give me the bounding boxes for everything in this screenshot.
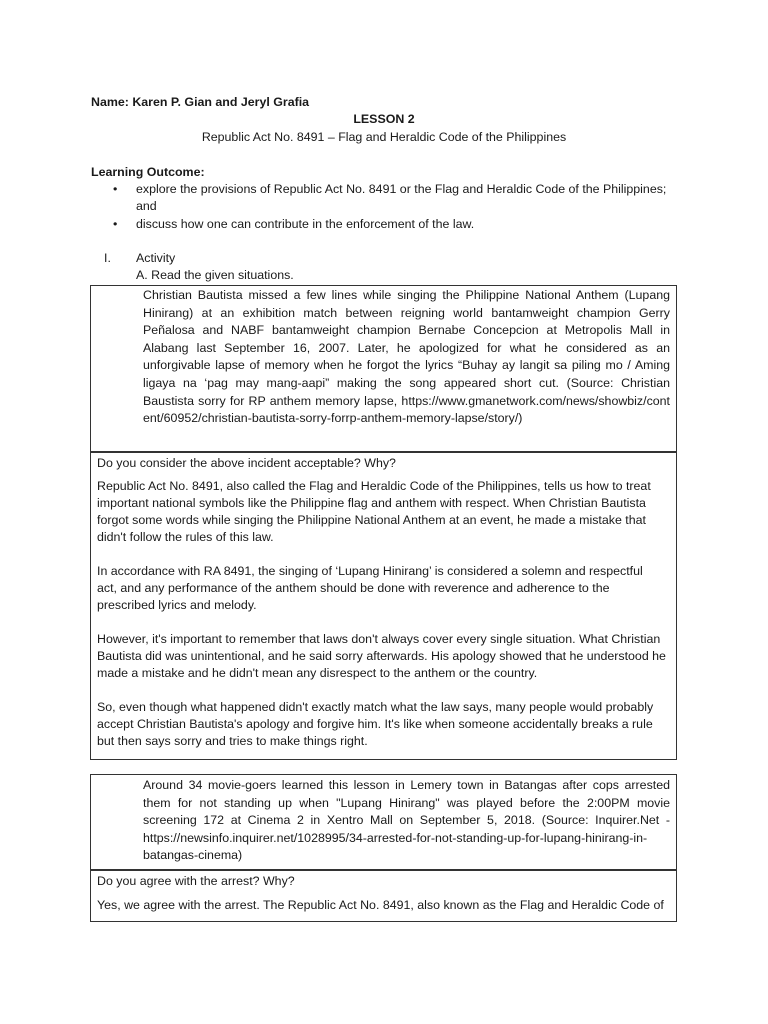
situation-2-text: Around 34 movie-goers learned this lesson in Lemery town in Batangas after cops arrested them for not standing up when "Lupang Hinirang" was played before the 2:00PM movie screening 172 at Cinema 2 in Xentro Mall on September 5, 2018. (Source: Inquirer.Net - https://newsinfo.inquirer.net/1028995/34-arrested-for-not-standing-up-for-lupang-hinirang-in-batangas-cinema): [143, 778, 670, 863]
answer-paragraph: So, even though what happened didn't exactly match what the law says, many people would probably accept Christian Bautista's apology and forgive him. It's like when someone accidentally breaks a rule but then says sorry and tries to make things right.: [97, 700, 654, 748]
student-names: Name: Karen P. Gian and Jeryl Grafia: [91, 95, 310, 109]
situation-2-box: [90, 774, 677, 870]
answer-paragraph: In accordance with RA 8491, the singing of ‘Lupang Hinirang’ is considered a solemn and respectful act, and any performance of the anthem should be done with reverence and adherence to the prescribed lyrics and melody.: [97, 564, 643, 612]
answer-paragraph: Yes, we agree with the arrest. The Republic Act No. 8491, also known as the Flag and Heraldic Code of: [97, 898, 664, 912]
situation-1-source-link: https://www.gmanetwork.com/news/showbiz/content/60952/christian-bautista-sorry-forrp-anthem-memory-lapse/story/): [143, 393, 670, 426]
situation-2-question: Do you agree with the arrest? Why?: [91, 870, 676, 893]
situation-1-answer: [91, 475, 676, 750]
situation-1-text: [91, 286, 676, 428]
learning-outcome-item: • explore the provisions of Republic Act No. 8491 or the Flag and Heraldic Code of the Philippines; and: [91, 181, 686, 215]
learning-outcome-heading: Learning Outcome:: [91, 165, 205, 179]
section-title: Activity: [136, 251, 176, 265]
learning-outcome-item: • discuss how one can contribute in the enforcement of the law.: [91, 216, 686, 233]
answer-paragraph: However, it's important to remember that laws don't always cover every single situation. What Christian Bautista did was unintentional, and he said sorry afterwards. His apology showed that he understood he made a mistake and he didn't mean any disrespect to the anthem or the country.: [97, 632, 666, 680]
situation-2-response-box: [90, 870, 677, 922]
section-instruction: A. Read the given situations.: [136, 268, 294, 282]
situation-1-response-box: [90, 452, 677, 760]
answer-paragraph: Republic Act No. 8491, also called the Flag and Heraldic Code of the Philippines, tells us how to treat important national symbols like the Philippine flag and anthem with respect. When Christian Bautista forgot some words while singing the Philippine National Anthem at an event, he made a mistake that didn't follow the rules of this law.: [97, 479, 651, 544]
learning-outcome-list: [91, 181, 686, 234]
lesson-number: LESSON 2: [353, 112, 415, 126]
situation-1-body: Christian Bautista missed a few lines while singing the Philippine National Anthem (Lupang Hinirang) at an exhibition match between reigning world bantamweight champion Gerry Peñalosa and NABF bantamweight champion Bernabe Concepcion at Metropolis Mall in Alabang last September 16, 2007. Later, he apologized for what he considered as an unforgivable lapse of memory when he forgot the lyrics “Buhay ay langit sa piling mo / Aming ligaya na ‘pag may mang-aapi” making the song appeared short cut. (Source: Christian Baustista sorry for RP anthem memory lapse,: [143, 288, 670, 408]
situation-1-question: Do you consider the above incident acceptable? Why?: [91, 452, 676, 475]
situation-2-answer: [91, 893, 676, 914]
lesson-title: Republic Act No. 8491 – Flag and Heraldic Code of the Philippines: [201, 130, 567, 144]
situation-1-box: [90, 285, 677, 452]
section-number: I.: [104, 251, 111, 265]
